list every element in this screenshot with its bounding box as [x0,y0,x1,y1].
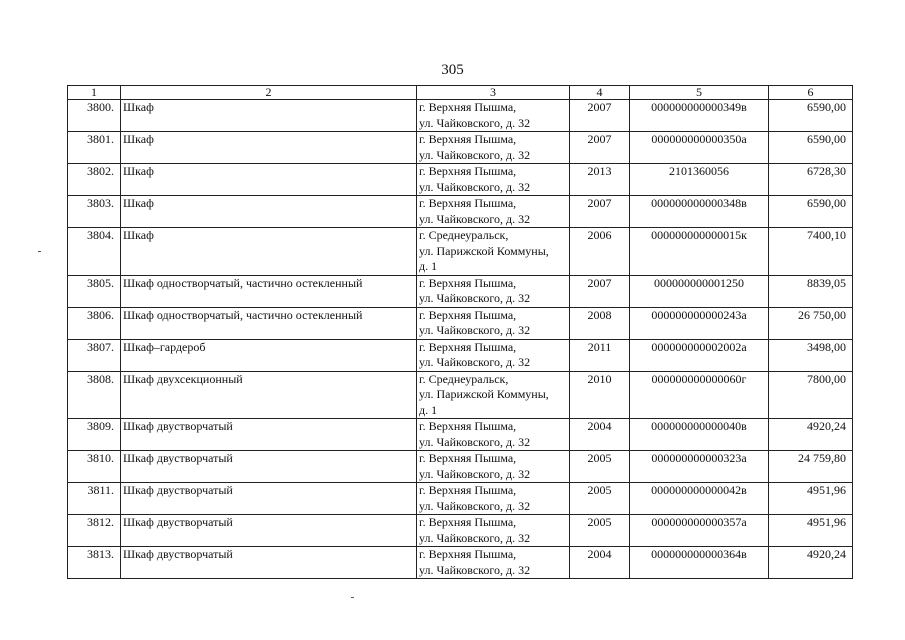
table-row [68,164,853,196]
item-cost: 6728,30 [769,164,853,196]
address-line: г. Среднеуральск, [419,228,509,242]
inventory-code: 000000000002002а [630,339,769,371]
address-line: д. 1 [419,259,438,273]
item-cost: 4920,24 [769,419,853,451]
address-line: г. Верхняя Пышма, [419,196,517,210]
table-row [68,196,853,228]
item-year: 2007 [570,196,630,228]
row-number: 3807. [68,339,121,371]
address-line: г. Верхняя Пышма, [419,307,517,322]
item-address [417,307,570,339]
scan-speck [38,251,41,252]
item-year: 2007 [570,100,630,132]
address-line: ул. Чайковского, д. 32 [419,211,531,226]
inventory-code: 000000000000060г [630,371,769,419]
item-cost: 26 750,00 [769,307,853,339]
table-row [68,451,853,483]
item-address [417,451,570,483]
item-year: 2004 [570,547,630,579]
item-year: 2004 [570,419,630,451]
column-header: 3 [417,86,570,100]
row-number: 3813. [68,547,121,579]
item-address [417,339,570,371]
table-row [68,419,853,451]
inventory-code: 000000000000364в [630,547,769,579]
address-line: г. Верхняя Пышма, [419,275,517,290]
inventory-code: 000000000000042в [630,483,769,515]
item-cost: 8839,05 [769,275,853,307]
inventory-code: 2101360056 [630,164,769,196]
item-name: Шкаф одностворчатый, частично остекленный [121,307,417,339]
column-header: 6 [769,86,853,100]
item-cost: 24 759,80 [769,451,853,483]
item-address [417,371,570,419]
item-cost: 4951,96 [769,515,853,547]
item-name: Шкаф [121,228,417,276]
address-line: ул. Чайковского, д. 32 [419,179,531,194]
table-row [68,483,853,515]
item-name: Шкаф двухсекционный [121,371,417,419]
item-cost: 3498,00 [769,339,853,371]
table-row [68,100,853,132]
item-year: 2006 [570,228,630,276]
item-cost: 7400,10 [769,228,853,276]
row-number: 3808. [68,371,121,419]
item-year: 2005 [570,483,630,515]
row-number: 3801. [68,132,121,164]
item-cost: 6590,00 [769,100,853,132]
table-row [68,132,853,164]
table-header-row [68,86,853,100]
inventory-code: 000000000000349в [630,100,769,132]
row-number: 3804. [68,228,121,276]
inventory-code: 000000000000357а [630,515,769,547]
column-header: 5 [630,86,769,100]
item-address [417,419,570,451]
table-row [68,339,853,371]
item-cost: 6590,00 [769,196,853,228]
address-line: г. Верхняя Пышма, [419,419,517,433]
address-line: ул. Чайковского, д. 32 [419,530,531,545]
item-cost: 6590,00 [769,132,853,164]
row-number: 3812. [68,515,121,547]
address-line: ул. Чайковского, д. 32 [419,355,531,369]
item-year: 2005 [570,451,630,483]
item-name: Шкаф [121,196,417,228]
address-line: ул. Чайковского, д. 32 [419,466,531,481]
inventory-code: 000000000000040в [630,419,769,451]
row-number: 3803. [68,196,121,228]
item-cost: 4951,96 [769,483,853,515]
item-name: Шкаф двустворчатый [121,451,417,483]
item-address [417,547,570,579]
inventory-code: 000000000000323а [630,451,769,483]
row-number: 3802. [68,164,121,196]
address-line: г. Верхняя Пышма, [419,515,517,529]
item-cost: 7800,00 [769,371,853,419]
page-number: 305 [441,62,464,78]
address-line: ул. Чайковского, д. 32 [419,115,531,130]
address-line: г. Среднеуральск, [419,371,509,386]
item-address [417,132,570,164]
row-number: 3806. [68,307,121,339]
address-line: г. Верхняя Пышма, [419,100,517,114]
row-number: 3805. [68,275,121,307]
address-line: ул. Чайковского, д. 32 [419,498,531,513]
row-number: 3800. [68,100,121,132]
address-line: г. Верхняя Пышма, [419,547,517,561]
item-year: 2005 [570,515,630,547]
inventory-code: 000000000000243а [630,307,769,339]
item-address [417,483,570,515]
item-name: Шкаф двустворчатый [121,547,417,579]
table-row [68,275,853,307]
inventory-code: 000000000000350а [630,132,769,164]
address-line: г. Верхняя Пышма, [419,451,517,465]
address-line: д. 1 [419,402,438,417]
scan-speck [351,597,354,598]
address-line: г. Верхняя Пышма, [419,483,517,497]
item-name: Шкаф двустворчатый [121,515,417,547]
column-header: 1 [68,86,121,100]
address-line: ул. Чайковского, д. 32 [419,147,531,162]
table-body [68,86,853,579]
address-line: г. Верхняя Пышма, [419,339,517,354]
item-name: Шкаф одностворчатый, частично остекленный [121,275,417,307]
row-number: 3811. [68,483,121,515]
address-line: ул. Чайковского, д. 32 [419,323,531,337]
item-address [417,100,570,132]
table-row [68,371,853,419]
table-row [68,515,853,547]
item-name: Шкаф [121,132,417,164]
item-cost: 4920,24 [769,547,853,579]
address-line: ул. Парижской Коммуны, [419,243,549,258]
column-header: 2 [121,86,417,100]
item-address [417,164,570,196]
item-address [417,515,570,547]
address-line: ул. Чайковского, д. 32 [419,562,531,577]
inventory-code: 000000000000015к [630,228,769,276]
address-line: ул. Чайковского, д. 32 [419,291,531,305]
address-line: ул. Чайковского, д. 32 [419,434,531,449]
item-address [417,275,570,307]
item-name: Шкаф–гардероб [121,339,417,371]
item-name: Шкаф двустворчатый [121,419,417,451]
item-address [417,228,570,276]
address-line: ул. Парижской Коммуны, [419,387,549,401]
item-year: 2007 [570,132,630,164]
inventory-table [67,85,853,579]
item-year: 2011 [570,339,630,371]
column-header: 4 [570,86,630,100]
item-name: Шкаф [121,100,417,132]
inventory-code: 000000000001250 [630,275,769,307]
table-row [68,307,853,339]
table-row [68,228,853,276]
item-year: 2008 [570,307,630,339]
item-name: Шкаф двустворчатый [121,483,417,515]
item-year: 2010 [570,371,630,419]
row-number: 3810. [68,451,121,483]
item-year: 2007 [570,275,630,307]
item-year: 2013 [570,164,630,196]
table-row [68,547,853,579]
address-line: г. Верхняя Пышма, [419,132,517,146]
inventory-code: 000000000000348в [630,196,769,228]
item-name: Шкаф [121,164,417,196]
row-number: 3809. [68,419,121,451]
address-line: г. Верхняя Пышма, [419,164,517,178]
item-address [417,196,570,228]
